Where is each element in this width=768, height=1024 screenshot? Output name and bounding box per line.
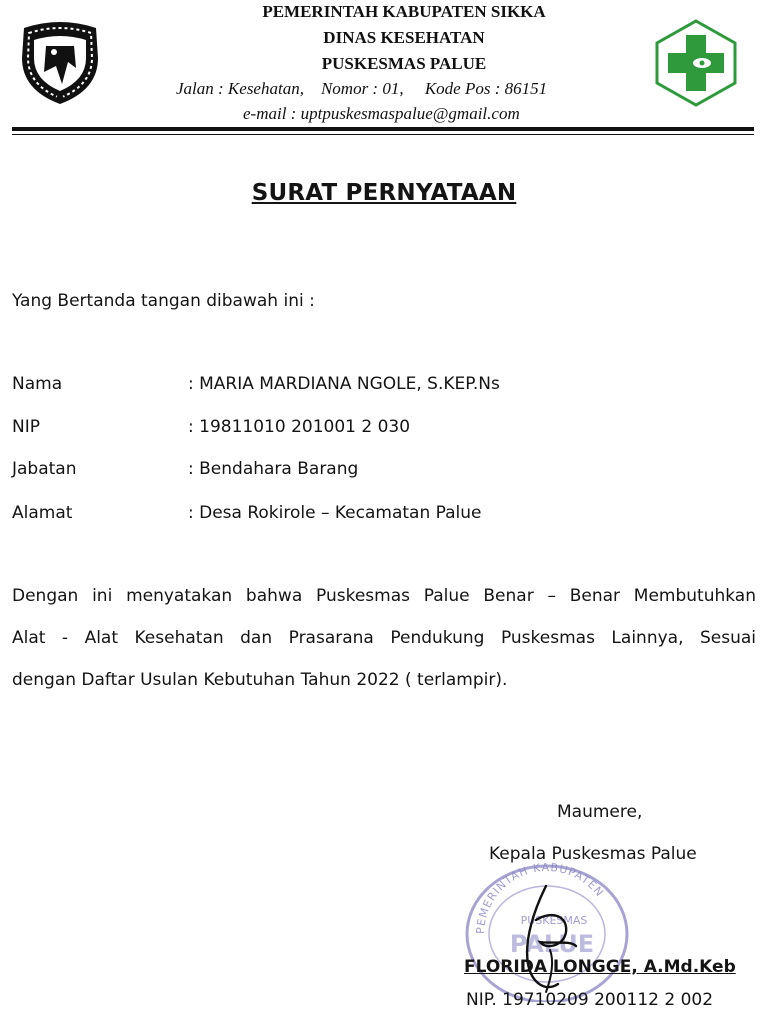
intro-text: Yang Bertanda tangan dibawah ini : [12, 291, 315, 311]
field-label-jabatan: Jabatan [12, 459, 77, 479]
letterhead-puskesmas: PUSKESMAS PALUE [321, 54, 487, 73]
field-value-nama: : MARIA MARDIANA NGOLE, S.KEP.Ns [188, 374, 500, 394]
stamp-text-top: PEMERINTAH KABUPATEN [473, 860, 607, 935]
field-label-alamat: Alamat [12, 503, 73, 523]
field-value-alamat: : Desa Rokirole – Kecamatan Palue [188, 503, 482, 523]
letterhead-thin-rule [12, 134, 754, 135]
statement-paragraph [12, 586, 756, 696]
document-title: SURAT PERNYATAAN [251, 180, 517, 206]
field-value-nip: : 19811010 201001 2 030 [188, 417, 411, 437]
statement-line-1: Dengan ini menyatakan bahwa Puskesmas Palue Benar – Benar Membutuhkan [12, 586, 756, 606]
stamp-text-main: PALUE [509, 930, 595, 958]
signatory-nip: NIP. 19710209 200112 2 002 [466, 990, 714, 1010]
stamp-text-mid: PUSKESMAS [520, 914, 588, 927]
handwritten-signature [506, 880, 596, 1000]
letterhead-address: Jalan : Kesehatan, Nomor : 01, Kode Pos : 86151 [176, 79, 548, 98]
field-value-jabatan: : Bendahara Barang [188, 459, 359, 479]
signature-position: Kepala Puskesmas Palue [489, 844, 697, 864]
field-label-nip: NIP [12, 417, 40, 437]
letterhead-thick-rule [12, 127, 754, 131]
statement-line-3: dengan Daftar Usulan Kebutuhan Tahun 2022 ( terlampir). [12, 670, 508, 690]
signatory-name: FLORIDA LONGGE, A.Md.Keb [464, 957, 736, 977]
letterhead-department: DINAS KESEHATAN [323, 28, 485, 47]
statement-line-2: Alat - Alat Kesehatan dan Prasarana Pendukung Puskesmas Lainnya, Sesuai [12, 628, 756, 648]
letterhead-email: e-mail : uptpuskesmaspalue@gmail.com [243, 104, 520, 123]
letterhead-government: PEMERINTAH KABUPATEN SIKKA [262, 2, 546, 21]
field-label-nama: Nama [12, 374, 63, 394]
signature-place: Maumere, [557, 802, 643, 822]
